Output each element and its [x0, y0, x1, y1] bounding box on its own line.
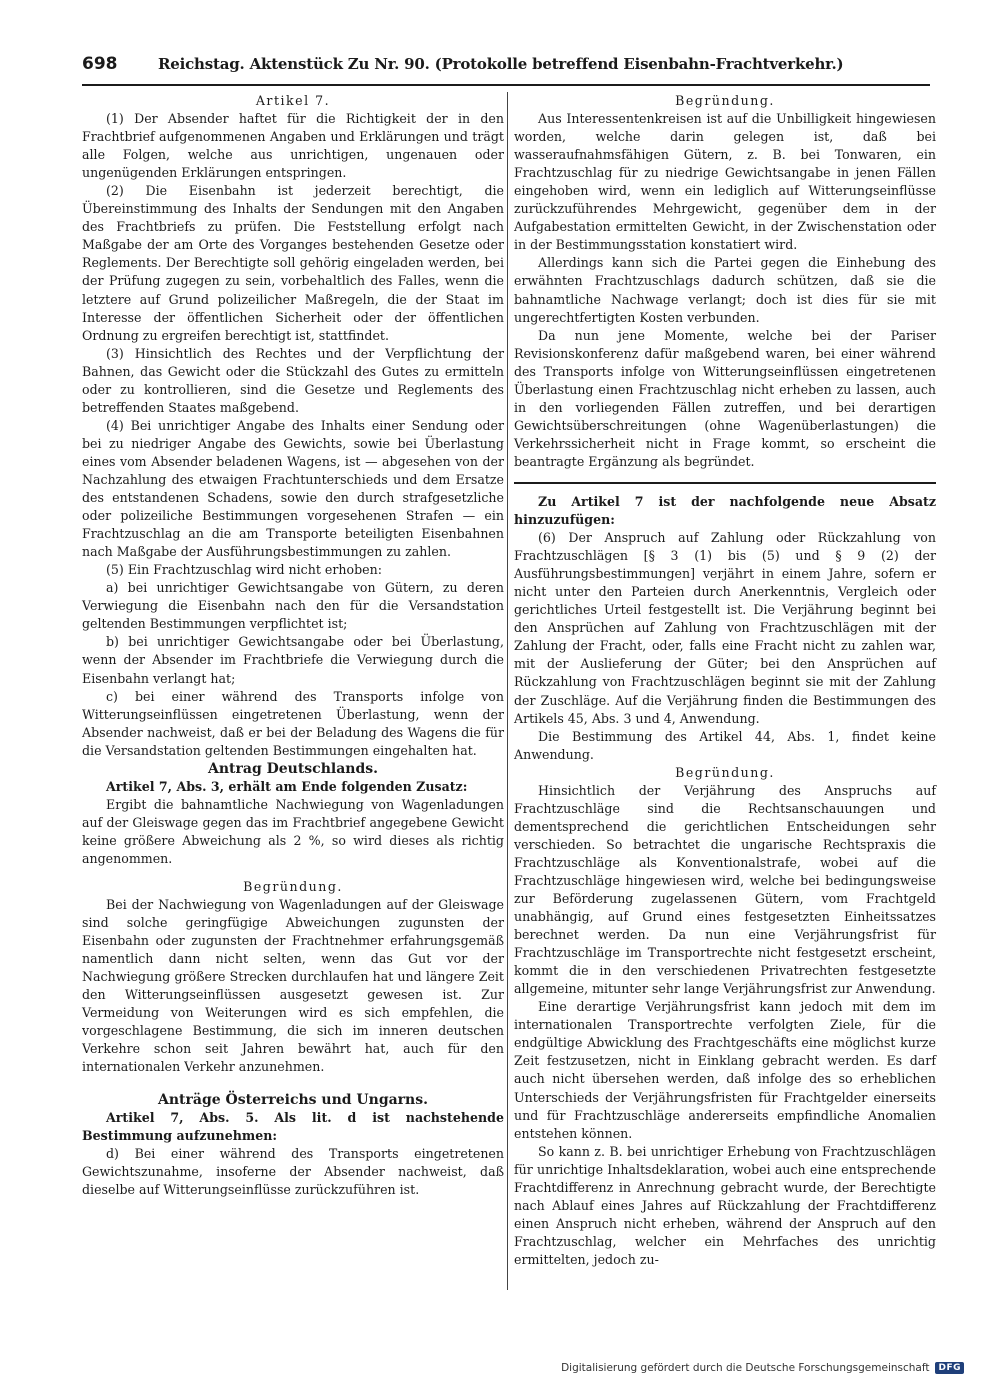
column-divider: [507, 92, 508, 1290]
paragraph: Allerdings kann sich die Partei gegen die Einhebung des erwähnten Frachtzuschlags dadurch schützen, daß sie die bahnamtliche Nachwage verlangt; doch ist dies für sie mit ungerechtfertigten Kosten verbunden.: [514, 255, 936, 325]
article-heading: Artikel 7.: [255, 93, 331, 108]
dfg-logo: DFG: [935, 1362, 964, 1374]
digitization-footer: [561, 1362, 964, 1374]
page-number: 698: [82, 54, 118, 74]
paragraph: Eine derartige Verjährungsfrist kann jedoch mit dem im internationalen Transportrechte verfolgten Ziele, für die endgültige Abwicklung des Frachtgeschäfts eine möglichst kurze Zeit festzusetzen, nicht in Einklang gebracht werden. Es darf auch nicht übersehen werden, daß infolge des so erheblichen Unterschieds der Verjährungsfristen für Frachtgelder einerseits und für Frachtzuschläge andererseits empfindliche Anomalien entstehen können.: [514, 999, 936, 1141]
page-header: [82, 52, 930, 86]
paragraph: (3) Hinsichtlich des Rechtes und der Verpflichtung der Bahnen, das Gewicht oder die Stückzahl des Gutes zu ermitteln oder zu kontrollieren, sind die Gesetze und Reglements des betreffenden Staates maßgebend.: [82, 345, 504, 415]
left-column: [82, 92, 504, 1199]
antrag-lead: Artikel 7, Abs. 3, erhält am Ende folgenden Zusatz:: [106, 778, 468, 794]
antraege-lead: Artikel 7, Abs. 5. Als lit. d ist nachstehende Bestimmung aufzunehmen:: [82, 1109, 504, 1143]
paragraph: (6) Der Anspruch auf Zahlung oder Rückzahlung von Frachtzuschlägen [§ 3 (1) bis (5) und § 9 (2) der Ausführungsbestimmungen] verjährt in einem Jahre, sofern er nicht unter den Parteien durch Anerkenntnis, Vergleich oder gerichtliches Urteil festgestellt ist. Die Verjährung beginnt bei den Ansprüchen auf Zahlung von Frachtzuschlägen mit der Zahlung der Fracht, oder, falls eine Fracht nicht zu zahlen war, mit der Auslieferung der Güter; bei den Ansprüchen auf Rückzahlung von Frachtzuschlägen beginnt sie mit der Zahlung der Zuschläge. Auf die Verjährung finden die Bestimmungen des Artikels 45, Abs. 3 und 4, Anwendung.: [514, 530, 936, 726]
right-column: [514, 92, 936, 1269]
running-title: Reichstag. Aktenstück Zu Nr. 90. (Protokolle betreffend Eisenbahn-Frachtverkehr.): [158, 55, 844, 73]
paragraph: (5) Ein Frachtzuschlag wird nicht erhoben:: [106, 562, 382, 578]
paragraph: (1) Der Absender haftet für die Richtigkeit der in den Frachtbrief aufgenommenen Angaben und Erklärungen und trägt alle Folgen, welche aus unrichtigen, ungenauen oder ungenügenden Erklärungen entspringen.: [82, 111, 504, 181]
zusatz-lead: Zu Artikel 7 ist der nachfolgende neue Absatz hinzuzufügen:: [514, 493, 936, 528]
antraege-heading: Anträge Österreichs und Ungarns.: [158, 1091, 428, 1108]
begruendung-text: Bei der Nachwiegung von Wagenladungen auf der Gleiswage sind solche geringfügige Abweichungen zugunsten der Eisenbahn oder zugunsten der Frachtnehmer erfahrungsgemäß namentlich dann nicht selten, wenn das Gut vor der Nachwiegung größere Strecken durchlaufen hat und längere Zeit den Witterungseinflüssen ausgesetzt gewesen ist. Zur Vermeidung von Weiterungen wird es sich empfehlen, die vorgeschlagene Bestimmung, die sich im inneren deutschen Verkehre schon seit Jahren bewährt hat, auch für den internationalen Verkehr anzunehmen.: [82, 897, 504, 1075]
paragraph: So kann z. B. bei unrichtiger Erhebung von Frachtzuschlägen für unrichtige Inhaltsdeklaration, wobei auch eine entsprechende Frachtdifferenz in Anrechnung gebracht wurde, der Berechtigte nach Ablauf eines Jahres auf Rückzahlung der Frachtdifferenz einen Anspruch nicht erheben, während der Anspruch auf den Frachtzuschlag, welcher ein Mehrfaches des unrichtig ermittelten, jedoch zu-: [514, 1143, 936, 1267]
antraege-text: d) Bei einer während des Transports eingetretenen Gewichtszunahme, insoferne der Absender nachweist, daß dieselbe auf Witterungseinflüsse zurückzuführen ist.: [82, 1145, 504, 1197]
antrag-heading: Antrag Deutschlands.: [207, 760, 378, 777]
paragraph: Die Bestimmung des Artikel 44, Abs. 1, findet keine Anwendung.: [514, 728, 936, 762]
paragraph: Da nun jene Momente, welche bei der Pariser Revisionskonferenz dafür maßgebend waren, bei einer während des Transports infolge von Witterungseinflüssen eingetretenen Überlastung einen Frachtzuschlag nicht erheben zu lassen, auch in den vorliegenden Fällen zutreffen, und bei derartigen Gewichtsüberschreitungen (ohne Wagenüberlastungen) die Verkehrssicherheit nicht in Frage kommt, so erscheint die beantragte Ergänzung als begründet.: [514, 327, 936, 469]
list-item: c) bei einer während des Transports infolge von Witterungseinflüssen eingetretenen Überlastung, wenn der Absender nachweist, daß er bei der Beladung des Wagens die für die Versandstation geltenden Bestimmungen eingehalten hat.: [82, 688, 504, 758]
list-item: a) bei unrichtiger Gewichtsangabe von Gütern, zu deren Verwiegung die Eisenbahn nach den für die Versandstation geltenden Bestimmungen verpflichtet ist;: [82, 580, 504, 632]
footer-text: Digitalisierung gefördert durch die Deutsche Forschungsgemeinschaft: [561, 1362, 930, 1374]
paragraph: (4) Bei unrichtiger Angabe des Inhalts einer Sendung oder bei zu niedriger Angabe des Gewichts, sowie bei Überlastung eines vom Absender beladenen Wagens, ist — abgesehen von der Nachzahlung des etwaigen Frachtunterschieds und dem Ersatze des entstandenen Schadens, sowie den durch strafgesetzliche oder polizeiliche Bestimmungen vorgesehenen Strafen — ein Frachtzuschlag an die am Transporte beteiligten Eisenbahnen nach Maßgabe der Ausführungsbestimmungen zu zahlen.: [82, 417, 504, 560]
paragraph: (2) Die Eisenbahn ist jederzeit berechtigt, die Übereinstimmung des Inhalts der Sendungen mit den Angaben des Frachtbriefs zu prüfen. Die Feststellung erfolgt nach Maßgabe der am Orte des Vorganges bestehenden Gesetze oder Reglements. Der Berechtigte soll gehörig eingeladen werden, bei der Prüfung zugegen zu sein, vorbehaltlich des Falles, wenn die letztere auf Grund polizeilicher Maßregeln, die der Staat im Interesse der öffentlichen Sicherheit oder der öffentlichen Ordnung zu ergreifen berechtigt ist, stattfindet.: [82, 183, 504, 343]
begruendung-heading: Begründung.: [243, 879, 343, 895]
paragraph: Aus Interessentenkreisen ist auf die Unbilligkeit hingewiesen worden, welche darin gelegen ist, daß bei wasseraufnahmsfähigen Gütern, z. B. bei Tonwaren, ein Frachtzuschlag für zu niedrige Gewichtsangabe in jenen Fällen eingehoben wird, wenn ein lediglich auf Witterungseinflüsse zurückzuführendes Mehrgewicht, gegenüber dem in der Aufgabestation ermittelten Gewicht, in der Zwischenstation oder in der Bestimmungsstation konstatiert wird.: [514, 111, 936, 253]
list-item: b) bei unrichtiger Gewichtsangabe oder bei Überlastung, wenn der Absender im Frachtbriefe die Verwiegung durch die Eisenbahn verlangt hat;: [82, 634, 504, 686]
paragraph: Hinsichtlich der Verjährung des Anspruchs auf Frachtzuschläge sind die Rechtsanschauungen und dementsprechend die gerichtlichen Entscheidungen sehr verschieden. So betrachtet die ungarische Rechtspraxis die Frachtzuschläge als Konventionalstrafe, wobei auf die Frachtzuschläge hingewiesen wird, welche bei bedingungsweise zur Beförderung zugelassenen Gütern, vom Frachtgeld unabhängig, auf Grund eines festgesetzten Einheitssatzes berechnet werden. Da nun eine Verjährungsfrist für Frachtzuschläge im Transportrechte nicht festgesetzt erscheint, kommt die in den verschiedenen Privatrechten festgesetzte allgemeine, mitunter sehr lange Verjährungsfrist zur Anwendung.: [514, 782, 936, 997]
section-divider: [514, 482, 936, 484]
begruendung-heading: Begründung.: [675, 93, 775, 108]
begruendung-heading: Begründung.: [675, 764, 775, 780]
antrag-text: Ergibt die bahnamtliche Nachwiegung von Wagenladungen auf der Gleiswage gegen das im Frachtbrief angegebene Gewicht keine größere Abweichung als 2 %, so wird dieses als richtig angenommen.: [82, 796, 504, 866]
